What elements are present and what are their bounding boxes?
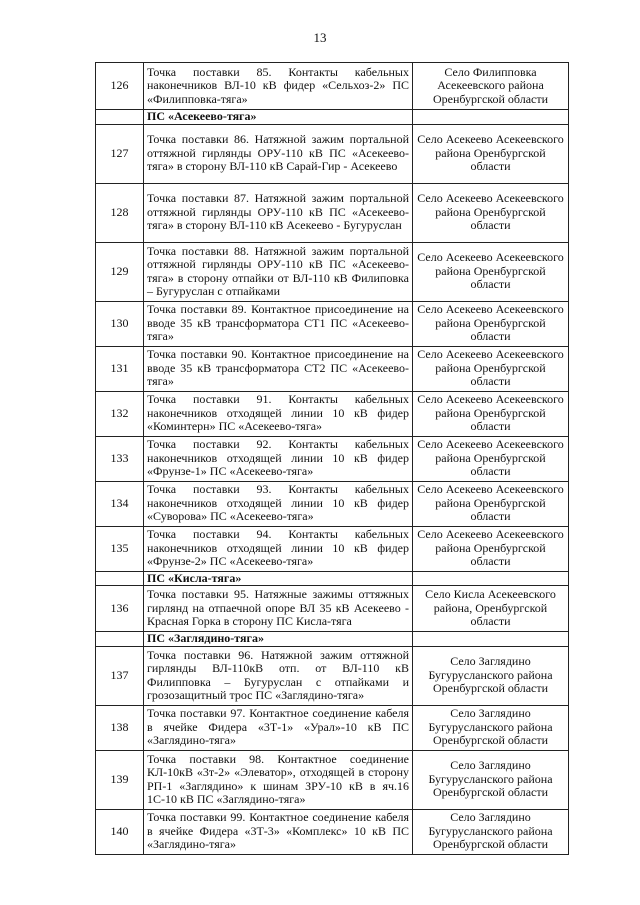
table-row [96, 301, 569, 346]
delivery-point-description: Точка поставки 95. Натяжные зажимы оттяжных гирлянд на отпаечной опоре ВЛ 35 кВ Асекеево - Красная Горка в сторону ПС Кисла-тяга [144, 586, 413, 632]
delivery-point-description: Точка поставки 96. Натяжной зажим оттяжной гирлянды ВЛ-110кВ отп. от ВЛ-110 кВ Филипповка – Бугуруслан с отпайками и грозозащитный трос ПС «Заглядино-тяга» [144, 646, 413, 705]
delivery-point-description: Точка поставки 93. Контакты кабельных наконечников отходящей линии 10 кВ фидер «Суворова» ПС «Асекеево-тяга» [144, 481, 413, 526]
row-number: 127 [96, 124, 144, 183]
location: Село Заглядино Бугурусланского района Оренбургской области [413, 646, 569, 705]
table-row [96, 63, 569, 110]
table-row [96, 391, 569, 436]
location: Село Асекеево Асекеевского района Оренбургской области [413, 481, 569, 526]
delivery-point-description: Точка поставки 91. Контакты кабельных наконечников отходящей линии 10 кВ фидер «Коминтерн» ПС «Асекеево-тяга» [144, 391, 413, 436]
location: Село Асекеево Асекеевского района Оренбургской области [413, 301, 569, 346]
row-number: 134 [96, 481, 144, 526]
delivery-point-description: Точка поставки 87. Натяжной зажим портальной оттяжной гирлянды ОРУ-110 кВ ПС «Асекеево-тяга» в сторону ВЛ-110 кВ Асекеево - Бугуруслан [144, 183, 413, 242]
delivery-point-description: Точка поставки 97. Контактное соединение кабеля в ячейке Фидера «3Т-1» «Урал»-10 кВ ПС «Заглядино-тяга» [144, 705, 413, 750]
section-title: ПС «Кисла-тяга» [144, 571, 413, 586]
row-number: 129 [96, 242, 144, 301]
table-body [96, 63, 569, 855]
table-row [96, 750, 569, 809]
row-number: 140 [96, 809, 144, 854]
location: Село Асекеево Асекеевского района Оренбургской области [413, 526, 569, 571]
row-number: 130 [96, 301, 144, 346]
table-row [96, 242, 569, 301]
delivery-point-description: Точка поставки 98. Контактное соединение КЛ-10кВ «3т-2» «Элеватор», отходящей в сторону РП-1 «Заглядино» к шинам ЗРУ-10 кВ в яч.16 1С-10 кВ ПС «Заглядино-тяга» [144, 750, 413, 809]
delivery-point-description: Точка поставки 99. Контактное соединение кабеля в ячейке Фидера «3Т-3» «Комплекс» 10 кВ ПС «Заглядино-тяга» [144, 809, 413, 854]
location: Село Заглядино Бугурусланского района Оренбургской области [413, 705, 569, 750]
section-title: ПС «Заглядино-тяга» [144, 632, 413, 647]
section-row [96, 110, 569, 125]
section-empty-cell [413, 571, 569, 586]
delivery-point-description: Точка поставки 85. Контакты кабельных наконечников ВЛ-10 кВ фидер «Сельхоз-2» ПС «Филипповка-тяга» [144, 63, 413, 110]
row-number: 139 [96, 750, 144, 809]
row-number: 137 [96, 646, 144, 705]
row-number: 135 [96, 526, 144, 571]
section-empty-cell [96, 632, 144, 647]
delivery-point-description: Точка поставки 88. Натяжной зажим портальной оттяжной гирлянды ОРУ-110 кВ ПС «Асекеево-тяга» в сторону отпайки от ВЛ-110 кВ Филиповка – Бугуруслан с отпайками [144, 242, 413, 301]
table-row [96, 436, 569, 481]
delivery-point-description: Точка поставки 89. Контактное присоединение на вводе 35 кВ трансформатора СТ1 ПС «Асекеево-тяга» [144, 301, 413, 346]
table-row [96, 124, 569, 183]
section-empty-cell [96, 571, 144, 586]
delivery-points-table [95, 62, 569, 855]
table-row [96, 183, 569, 242]
location: Село Асекеево Асекеевского района Оренбургской области [413, 391, 569, 436]
delivery-point-description: Точка поставки 90. Контактное присоединение на вводе 35 кВ трансформатора СТ2 ПС «Асекеево-тяга» [144, 346, 413, 391]
section-row [96, 571, 569, 586]
table-row [96, 346, 569, 391]
delivery-point-description: Точка поставки 86. Натяжной зажим портальной оттяжной гирлянды ОРУ-110 кВ ПС «Асекеево-тяга» в сторону ВЛ-110 кВ Сарай-Гир - Асекеево [144, 124, 413, 183]
section-row [96, 632, 569, 647]
row-number: 126 [96, 63, 144, 110]
row-number: 132 [96, 391, 144, 436]
delivery-point-description: Точка поставки 92. Контакты кабельных наконечников отходящей линии 10 кВ фидер «Фрунзе-1» ПС «Асекеево-тяга» [144, 436, 413, 481]
page-number: 13 [313, 30, 327, 45]
location: Село Филипповка Асекеевского района Оренбургской области [413, 63, 569, 110]
row-number: 136 [96, 586, 144, 632]
location: Село Асекеево Асекеевского района Оренбургской области [413, 183, 569, 242]
location: Село Асекеево Асекеевского района Оренбургской области [413, 436, 569, 481]
table-row [96, 809, 569, 854]
table-row [96, 586, 569, 632]
location: Село Заглядино Бугурусланского района Оренбургской области [413, 809, 569, 854]
location: Село Асекеево Асекеевского района Оренбургской области [413, 124, 569, 183]
location: Село Заглядино Бугурусланского района Оренбургской области [413, 750, 569, 809]
table-row [96, 705, 569, 750]
section-empty-cell [413, 632, 569, 647]
row-number: 138 [96, 705, 144, 750]
row-number: 133 [96, 436, 144, 481]
section-empty-cell [96, 110, 144, 125]
location: Село Кисла Асекеевского района, Оренбургской области [413, 586, 569, 632]
section-empty-cell [413, 110, 569, 125]
table-row [96, 646, 569, 705]
delivery-point-description: Точка поставки 94. Контакты кабельных наконечников отходящей линии 10 кВ фидер «Фрунзе-2» ПС «Асекеево-тяга» [144, 526, 413, 571]
row-number: 128 [96, 183, 144, 242]
section-title: ПС «Асекеево-тяга» [144, 110, 413, 125]
location: Село Асекеево Асекеевского района Оренбургской области [413, 346, 569, 391]
table-row [96, 526, 569, 571]
location: Село Асекеево Асекеевского района Оренбургской области [413, 242, 569, 301]
row-number: 131 [96, 346, 144, 391]
table-row [96, 481, 569, 526]
